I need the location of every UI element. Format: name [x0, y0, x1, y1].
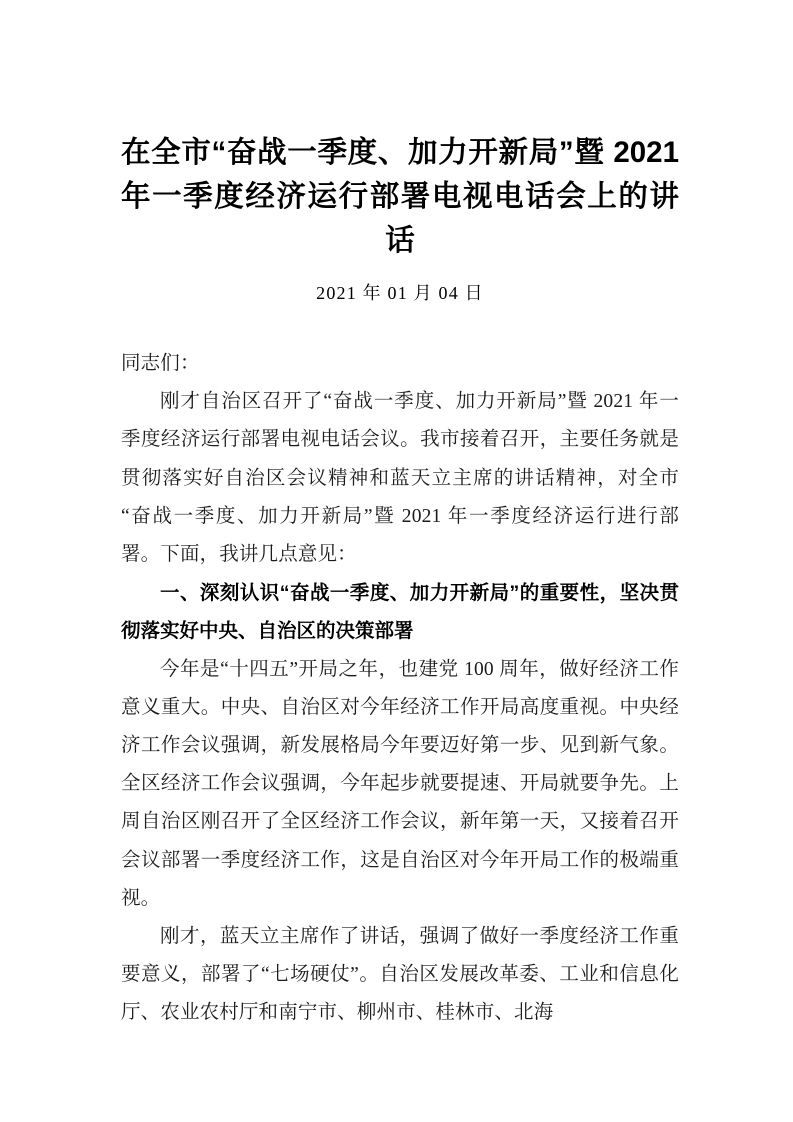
- body-paragraph: 刚才自治区召开了“奋战一季度、加力开新局”暨 2021 年一季度经济运行部署电视电话会议。我市接着召开，主要任务就是贯彻落实好自治区会议精神和蓝天立主席的讲话精神，对全市“奋战一季度、加力开新局”暨 2021 年一季度经济运行进行部署。下面，我讲几点意见：: [121, 391, 679, 566]
- salutation-line: 同志们：: [121, 353, 200, 374]
- document-body: [121, 307, 679, 1033]
- body-paragraph: 刚才，蓝天立主席作了讲话，强调了做好一季度经济工作重要意义，部署了“七场硬仗”。自治区发展改革委、工业和信息化厅、农业农村厅和南宁市、柳州市、桂林市、北海: [121, 926, 679, 1024]
- document-title: 在全市“奋战一季度、加力开新局”暨 2021 年一季度经济运行部署电视电话会上的讲话: [121, 136, 679, 257]
- body-paragraph: 今年是“十四五”开局之年，也建党 100 周年，做好经济工作意义重大。中央、自治区对今年经济工作开局高度重视。中央经济工作会议强调，新发展格局今年要迈好第一步、见到新气象。全区经济工作会议强调，今年起步就要提速、开局就要争先。上周自治区刚召开了全区经济工作会议，新年第一天，又接着召开会议部署一季度经济工作，这是自治区对今年开局工作的极端重视。: [121, 658, 679, 909]
- document-date: 2021 年 01 月 04 日: [316, 283, 484, 303]
- document-content: [121, 0, 679, 1033]
- section-heading-1: 一、深刻认识“奋战一季度、加力开新局”的重要性，坚决贯彻落实好中央、自治区的决策部署: [121, 582, 679, 643]
